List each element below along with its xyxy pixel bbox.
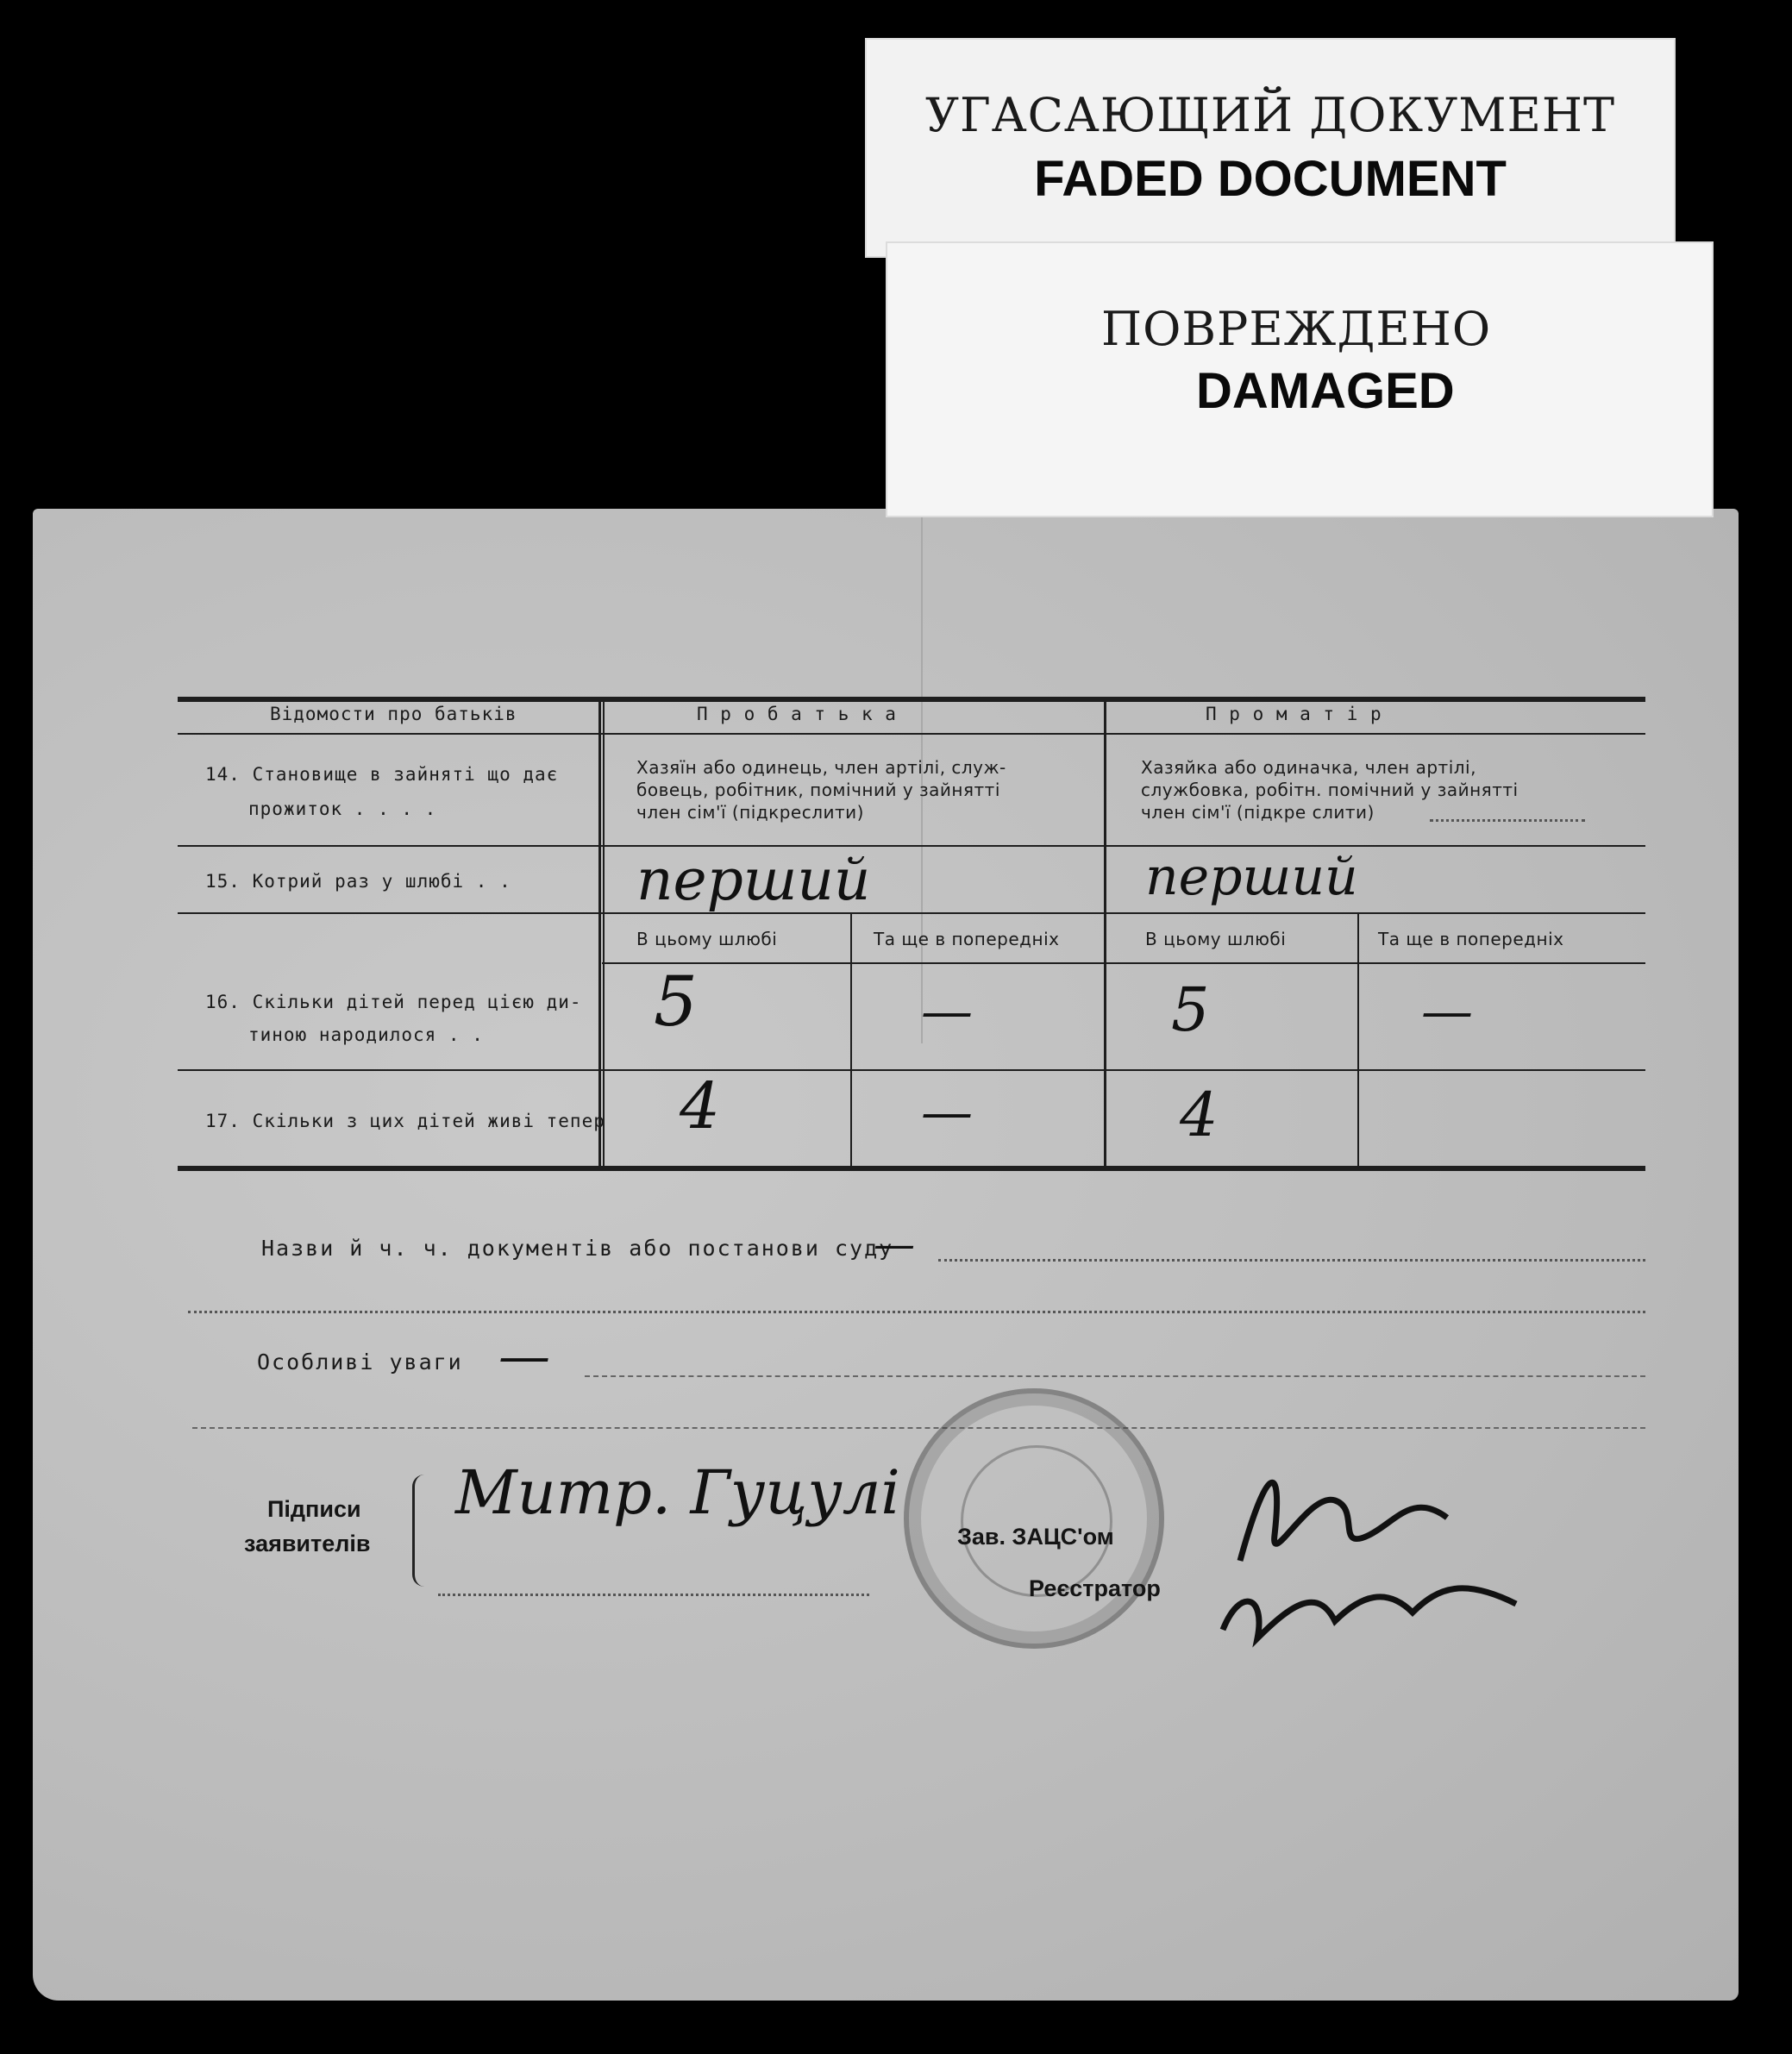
row16-label-line1: 16. Скільки дітей перед цією ди- <box>205 992 582 1012</box>
documents-dotted-line-2 <box>188 1311 1645 1313</box>
row14-label-line1: 14. Становище в зайняті що дає <box>205 764 559 785</box>
row16-mother-current: 5 <box>1171 974 1210 1045</box>
row16-border <box>178 1069 1645 1071</box>
table-bottom-border <box>178 1166 1645 1171</box>
row16-label-line2: тиною народилося . . <box>248 1024 484 1045</box>
col-divider-father <box>850 914 852 1168</box>
round-seal-stamp <box>904 1388 1164 1649</box>
damaged-label <box>886 241 1714 517</box>
col-divider-1 <box>598 702 601 1168</box>
row16-father-previous: — <box>921 981 973 1042</box>
row14-border <box>178 845 1645 847</box>
row14-father-line3: член сім'ї (підкреслити) <box>636 802 864 823</box>
header-father: П р о б а т ь к а <box>697 704 897 724</box>
subheader-father-previous: Та ще в попередніх <box>874 929 1060 949</box>
header-parents-info: Відомости про батьків <box>270 704 517 724</box>
table-top-border <box>178 697 1645 702</box>
applicant-signature: Митр. Гуцулі <box>455 1457 900 1528</box>
row14-father-line1: Хазяїн або одинець, член артілі, служ- <box>636 757 1006 778</box>
damaged-label-en: DAMAGED <box>1196 363 1455 419</box>
damaged-label-ru: ПОВРЕЖДЕНО <box>1101 302 1492 356</box>
documents-dotted-line <box>938 1259 1645 1262</box>
row17-mother-current: 4 <box>1180 1080 1219 1150</box>
row14-mother-line3: член сім'ї (підкре слити) <box>1141 802 1375 823</box>
head-of-registry-label: Зав. ЗАЦС'ом <box>957 1524 1114 1550</box>
remarks-value: — <box>498 1326 550 1387</box>
round-seal-inner-ring <box>961 1445 1112 1597</box>
row14-label-line2: прожиток . . . . <box>248 798 437 819</box>
row16-father-current: 5 <box>654 961 698 1042</box>
remarks-dashed-line-2 <box>192 1427 1645 1429</box>
documents-label: Назви й ч. ч. документів або постанови суду <box>261 1236 894 1261</box>
registrar-signature-scribble <box>1188 1440 1551 1664</box>
table-header-border <box>178 733 1645 735</box>
row17-father-current: 4 <box>680 1069 721 1143</box>
row15-father-value: перший <box>636 847 871 913</box>
document-sheet <box>33 509 1739 2001</box>
faded-label-en: FADED DOCUMENT <box>1034 151 1507 207</box>
row15-border <box>178 912 1645 914</box>
faded-label-ru: УГАСАЮЩИЙ ДОКУМЕНТ <box>924 88 1616 142</box>
row16-mother-previous: — <box>1421 981 1473 1042</box>
signatures-brace <box>412 1475 432 1587</box>
faded-document-label <box>865 38 1676 258</box>
row14-mother-line2: службовка, робітн. помічний у зайнятті <box>1141 780 1519 800</box>
signatures-label-line1: Підписи <box>267 1496 361 1522</box>
row14-mother-line1: Хазяйка або одиначка, член артілі, <box>1141 757 1476 778</box>
row14-mother-dots <box>1430 819 1585 822</box>
documents-value: — <box>874 1220 915 1268</box>
header-mother: П р о м а т і р <box>1206 704 1382 724</box>
row17-label: 17. Скільки з цих дітей живі тепер <box>205 1111 605 1131</box>
subheader-father-current: В цьому шлюбі <box>636 929 778 949</box>
col-divider-1b <box>603 702 605 1168</box>
col-divider-2 <box>1104 702 1106 1168</box>
signatures-label-line2: заявителів <box>244 1531 371 1556</box>
applicant-signature-line <box>438 1594 869 1596</box>
row15-mother-value: перший <box>1145 847 1358 907</box>
registrar-label: Реєстратор <box>1029 1575 1161 1601</box>
col-divider-mother <box>1357 914 1359 1168</box>
row15-label: 15. Котрий раз у шлюбі . . <box>205 871 511 892</box>
remarks-label: Особливі уваги <box>257 1350 463 1375</box>
row14-father-line2: бовець, робітник, помічний у зайнятті <box>636 780 1000 800</box>
subheader-mother-current: В цьому шлюбі <box>1145 929 1287 949</box>
row17-father-previous: — <box>921 1082 973 1143</box>
remarks-dashed-line <box>585 1375 1645 1377</box>
subheader-border <box>602 962 1645 964</box>
subheader-mother-previous: Та ще в попередніх <box>1378 929 1564 949</box>
